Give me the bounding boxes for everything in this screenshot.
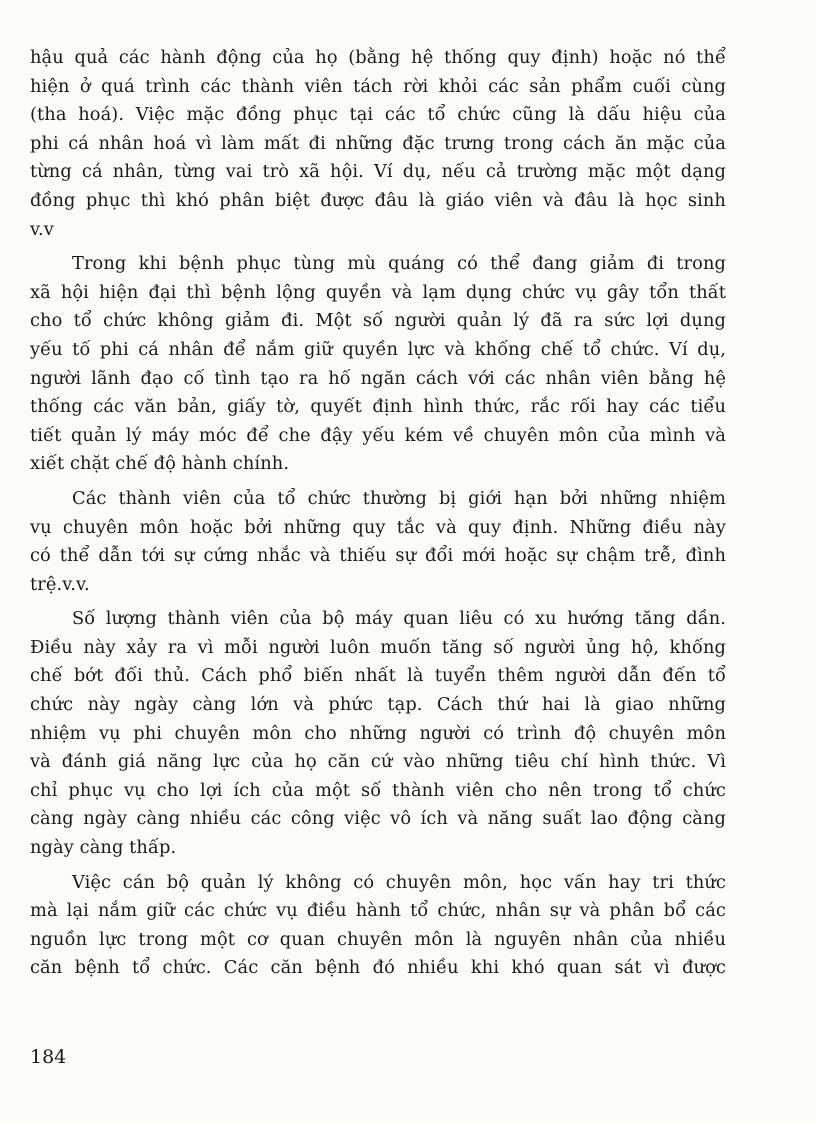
paragraph	[30, 605, 726, 862]
text-line: tiết quản lý máy móc để che đậy yếu kém về chuyên môn của mình và	[30, 424, 726, 446]
text-line: hiện ở quá trình các thành viên tách rời khỏi các sản phẩm cuối cùng	[30, 75, 726, 97]
text-line: người lãnh đạo cố tình tạo ra hố ngăn cách với các nhân viên bằng hệ	[30, 367, 726, 389]
text-line: thống các văn bản, giấy tờ, quyết định hình thức, rắc rối hay các tiểu	[30, 396, 726, 418]
text-line: và đánh giá năng lực của họ căn cứ vào những tiêu chí hình thức. Vì	[30, 751, 726, 773]
paragraph	[30, 869, 726, 983]
body-text	[30, 44, 726, 989]
text-line: càng ngày càng nhiều các công việc vô ích và năng suất lao động càng	[30, 808, 726, 830]
text-line: Số lượng thành viên của bộ máy quan liêu có xu hướng tăng dần.	[72, 608, 726, 630]
paragraph	[30, 44, 726, 244]
text-line: từng cá nhân, từng vai trò xã hội. Ví dụ, nếu cả trường mặc một dạng	[30, 161, 726, 183]
text-line: phi cá nhân hoá vì làm mất đi những đặc trưng trong cách ăn mặc của	[30, 132, 726, 154]
page-number: 184	[30, 1046, 67, 1068]
text-line: căn bệnh tổ chức. Các căn bệnh đó nhiều khi khó quan sát vì được	[30, 957, 726, 979]
text-line: Điều này xảy ra vì mỗi người luôn muốn tăng số người ủng hộ, khống	[30, 636, 726, 658]
text-line: có thể dẫn tới sự cứng nhắc và thiếu sự đổi mới hoặc sự chậm trễ, đình	[30, 545, 726, 567]
text-line: ngày càng thấp.	[30, 837, 177, 859]
text-line: vụ chuyên môn hoặc bởi những quy tắc và quy định. Những điều này	[30, 516, 726, 538]
text-line: xiết chặt chế độ hành chính.	[30, 453, 290, 475]
text-line: Trong khi bệnh phục tùng mù quáng có thể đang giảm đi trong	[72, 253, 726, 275]
text-line: chế bớt đối thủ. Cách phổ biến nhất là tuyển thêm người dẫn đến tổ	[30, 665, 726, 687]
text-line: hậu quả các hành động của họ (bằng hệ thống quy định) hoặc nó thể	[30, 47, 726, 68]
text-line: yếu tố phi cá nhân để nắm giữ quyền lực và khống chế tổ chức. Ví dụ,	[30, 338, 726, 360]
text-line: Việc cán bộ quản lý không có chuyên môn, học vấn hay tri thức	[72, 871, 726, 893]
paragraph	[30, 250, 726, 479]
text-line: trệ.v.v.	[30, 573, 90, 595]
text-line: nhiệm vụ phi chuyên môn cho những người có trình độ chuyên môn	[30, 722, 726, 744]
text-line: v.v	[30, 218, 54, 240]
text-line: nguồn lực trong một cơ quan chuyên môn là nguyên nhân của nhiều	[30, 928, 726, 950]
text-line: đồng phục thì khó phân biệt được đâu là giáo viên và đâu là học sinh	[30, 189, 726, 211]
text-line: mà lại nắm giữ các chức vụ điều hành tổ chức, nhân sự và phân bổ các	[30, 900, 726, 922]
text-line: chức này ngày càng lớn và phức tạp. Cách thứ hai là giao những	[30, 694, 726, 716]
text-line: chỉ phục vụ cho lợi ích của một số thành viên cho nên trong tổ chức	[30, 779, 726, 801]
text-line: (tha hoá). Việc mặc đồng phục tại các tổ chức cũng là dấu hiệu của	[30, 104, 726, 126]
paragraph	[30, 485, 726, 599]
text-line: Các thành viên của tổ chức thường bị giới hạn bởi những nhiệm	[72, 487, 726, 509]
text-line: cho tổ chức không giảm đi. Một số người quản lý đã ra sức lợi dụng	[30, 310, 726, 332]
text-line: xã hội hiện đại thì bệnh lộng quyền và lạm dụng chức vụ gây tổn thất	[30, 281, 726, 303]
